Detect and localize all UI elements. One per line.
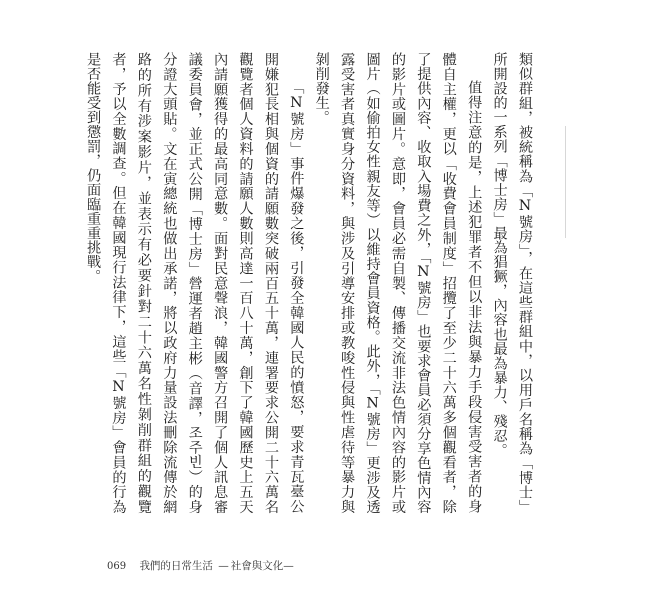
page-footer <box>107 558 294 573</box>
paragraph-1: 類似群組，被統稱為「N號房」，在這些群組中，以用戶名稱為「博士」所開設的一系列「博士房」最為猖獗，內容也最為暴力、殘忍。 <box>491 52 533 514</box>
margin-rule <box>565 126 566 238</box>
footer-separator: — <box>218 560 229 572</box>
book-title: 我們的日常生活 <box>139 560 213 572</box>
section-title: 社會與文化— <box>230 560 294 572</box>
page-number: 069 <box>107 561 127 572</box>
body-text <box>80 52 537 514</box>
paragraph-2: 值得注意的是，上述犯罪者不但以非法與暴力手段侵害受害者的身體自主權，更以「收費會員制度」招攬了至少二十六萬多個觀看者，除了提供內容、收取入場費之外，「N號房」也要求會員必須分享色情內容的影片或圖片。意即，會員必需自製、傳播交流非法色情內容的影片或圖片（如偷拍女性親友等）以維持會員資格。此外，「N號房」更涉及透露受害者真實身分資料，與涉及引導安排或教唆性侵與性虐待等暴力與剝削發生。 <box>313 52 483 514</box>
paragraph-3: 「N號房」事件爆發之後，引發全韓國人民的憤怒，要求青瓦臺公開嫌犯長相與個資的請願數突破兩百五十萬，連署要求公開二十六萬名觀覽者個人資料的請願人數則高達一百八十萬，創下了韓國歷史上五天內請願獲得的最高同意數。面對民意聲浪，韓國警方召開了個人訊息審議委員會，並正式公開「博士房」營運者趙主彬（音譯，조주빈）的身分證大頭貼。文在寅總統也做出承諾，將以政府力量設法刪除流傳於網路的所有涉案影片，並表示有必要針對二十六萬名性剝削群組的觀覽者，予以全數調查。但在韓國現行法律下，這些「N號房」會員的行為是否能受到懲罰，仍面臨重重挑戰。 <box>85 52 305 514</box>
